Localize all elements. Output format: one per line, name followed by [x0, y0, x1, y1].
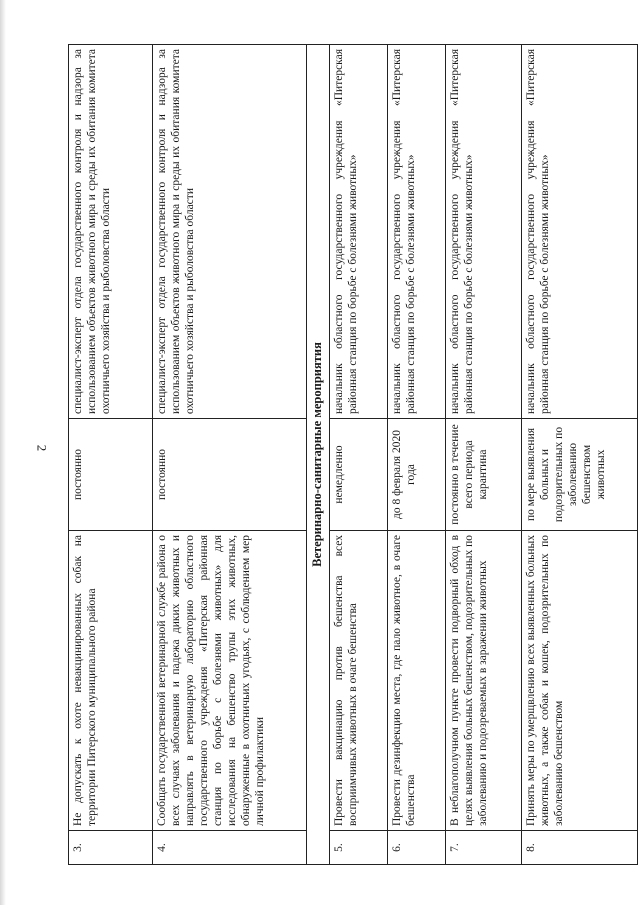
responsible-text: специалист-эксперт отдела государственного контроля и надзора за использованием объектов животного мира и среды их обитания комитета охотничьего хозяйства и рыболовства области [69, 45, 153, 419]
table-row [69, 45, 153, 865]
deadline-text: постоянно [153, 419, 306, 531]
measure-text: Провести вакцинацию против бешенства всех восприимчивых животных в очаге бешенства [329, 531, 387, 831]
responsible-text: начальник областного государственного учреждения «Питерская районная станция по борьбе с болезнями животных» [387, 45, 445, 419]
row-number: 5. [329, 831, 387, 865]
deadline-text: постоянно в течение всего периода карантина [445, 419, 521, 531]
responsible-text: начальник областного государственного учреждения «Питерская районная станция по борьбе с болезнями животных» [521, 45, 637, 419]
row-number: 6. [387, 831, 445, 865]
table-row [329, 45, 387, 865]
responsible-text: начальник областного государственного учреждения «Питерская районная станция по борьбе с болезнями животных» [445, 45, 521, 419]
table-row [445, 45, 521, 865]
section-header-row [306, 45, 329, 865]
measures-table [68, 44, 638, 865]
table-row [387, 45, 445, 865]
responsible-text: начальник областного государственного учреждения «Питерская районная станция по борьбе с болезнями животных» [329, 45, 387, 419]
measure-text: Провести дезинфекцию места, где пало животное, в очаге бешенства [387, 531, 445, 831]
row-number: 3. [69, 831, 153, 865]
scan-edge-shadow [0, 0, 6, 905]
row-number: 7. [445, 831, 521, 865]
table-row [153, 45, 306, 865]
deadline-text: до 8 февраля 2020 года [387, 419, 445, 531]
responsible-text: специалист-эксперт отдела государственного контроля и надзора за использованием объектов животного мира и среды их обитания комитета охотничьего хозяйства и рыболовства области [153, 45, 306, 419]
section-title: Ветеринарно-санитарные мероприятия [306, 45, 329, 865]
row-number: 4. [153, 831, 306, 865]
measure-text: Не допускать к охоте невакцинированных собак на территории Питерского муниципального района [69, 531, 153, 831]
page-number: 2 [34, 444, 50, 452]
deadline-text: постоянно [69, 419, 153, 531]
measure-text: Принять меры по умерщвлению всех выявленных больных животных, а также собак и кошек, подозрительных по заболеванию бешенством [521, 531, 637, 831]
deadline-text: по мере выявления больных и подозрительных по заболеванию бешенством животных [521, 419, 637, 531]
measure-text: Сообщать государственной ветеринарной службе района о всех случаях заболевания и падежа диких животных и направлять в ветеринарную лабораторию областного государственного учреждения «Питерская районная станция по борьбе с болезнями животных» для исследования на бешенство трупы этих животных, обнаруженные в охотничьих угодьях, с соблюдением мер личной профилактики [153, 531, 306, 831]
measure-text: В неблагополучном пункте провести подворный обход в целях выявления больных бешенством, подозрительных по заболеванию и подозреваемых в заражении животных [445, 531, 521, 831]
table-row [521, 45, 637, 865]
rotated-page-content [68, 45, 638, 865]
row-number: 8. [521, 831, 637, 865]
deadline-text: немедленно [329, 419, 387, 531]
